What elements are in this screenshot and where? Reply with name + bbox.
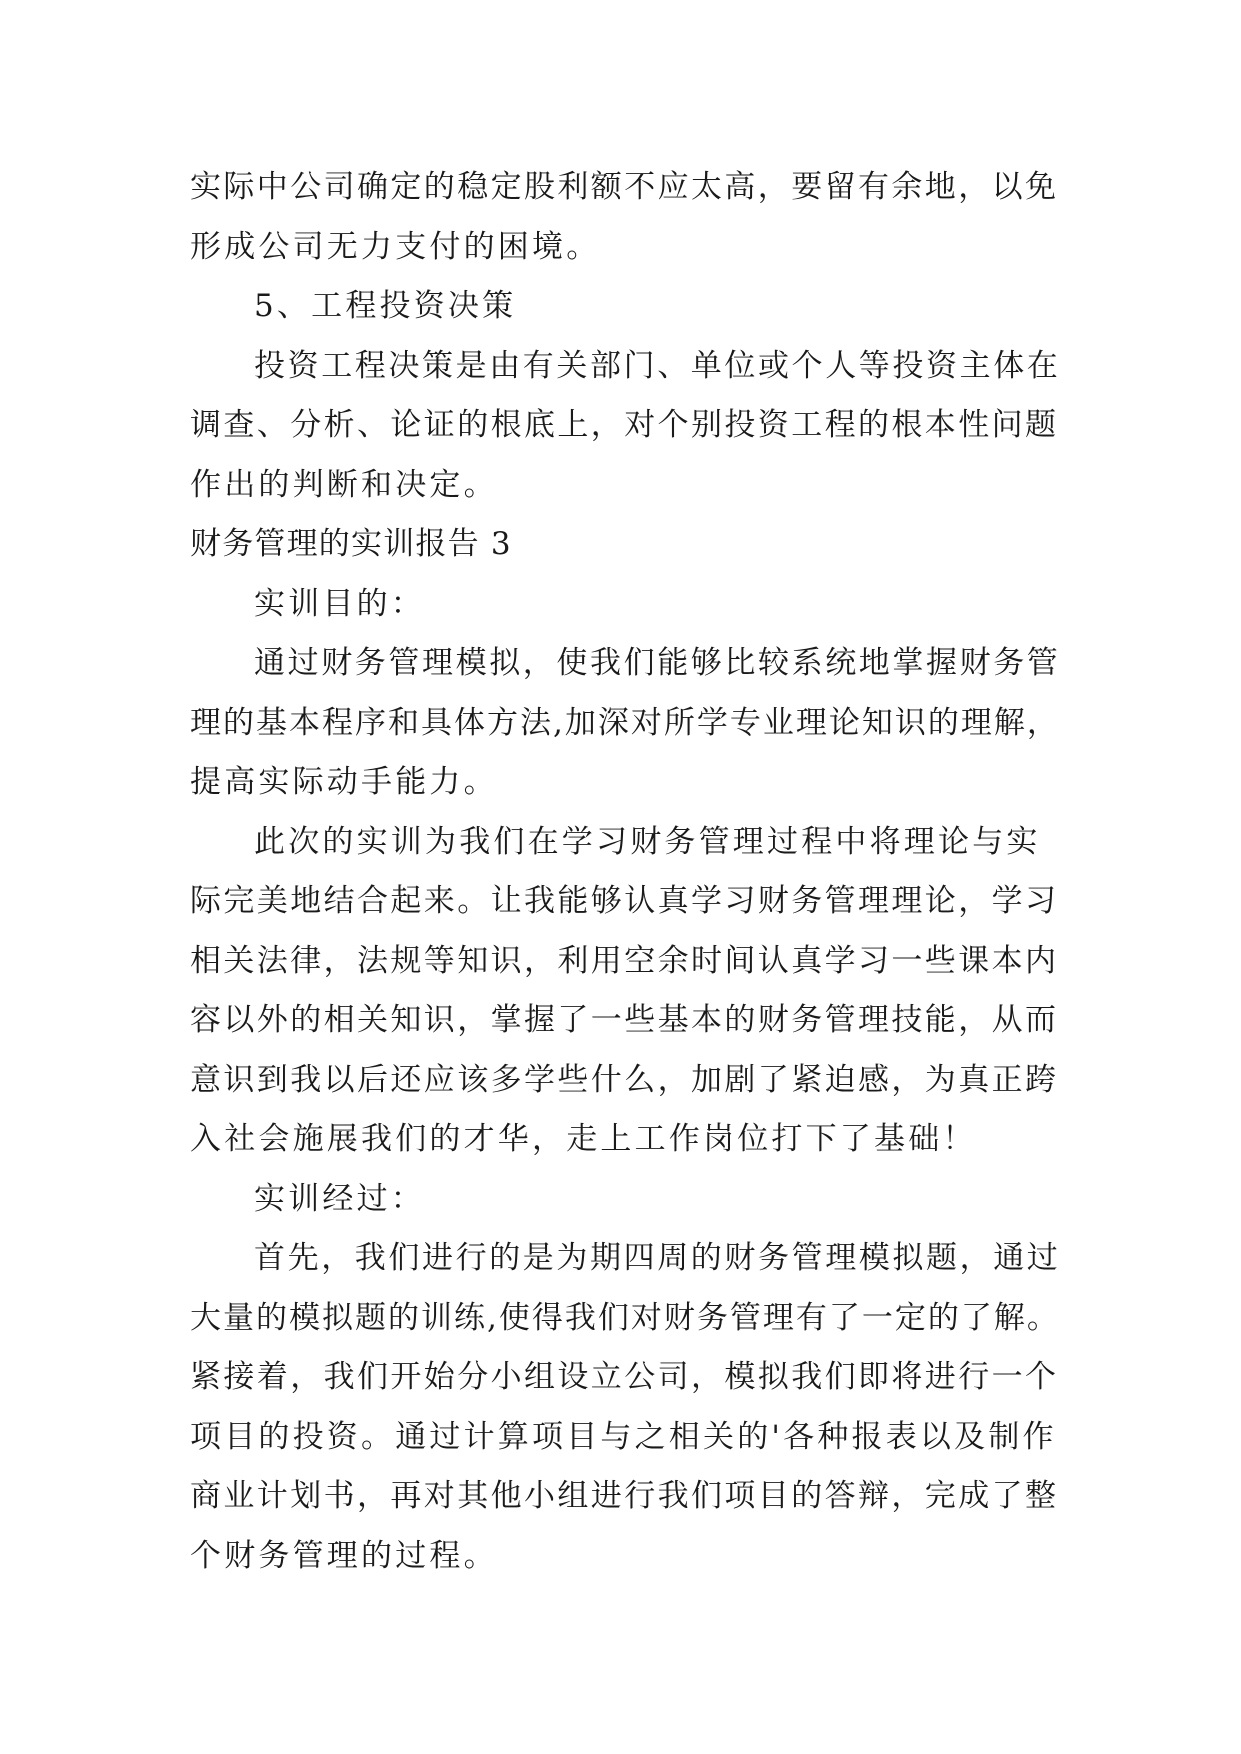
text-line: 理的基本程序和具体方法,加深对所学专业理论知识的理解，	[190, 704, 1060, 741]
text-line: 相关法律，法规等知识，利用空余时间认真学习一些课本内	[190, 942, 1059, 979]
text-line: 实际中公司确定的稳定股利额不应太高，要留有余地，以免	[190, 169, 1059, 205]
text-line: 商业计划书，再对其他小组进行我们项目的答辩，完成了整	[190, 1478, 1059, 1514]
subheading-project-investment: 5、工程投资决策	[254, 288, 517, 324]
document-body	[190, 158, 1060, 1586]
text-line: 调查、分析、论证的根底上，对个别投资工程的根本性问题	[190, 407, 1059, 443]
text-line: 紧接着，我们开始分小组设立公司，模拟我们即将进行一个	[190, 1359, 1059, 1395]
paragraph-purpose	[190, 634, 1060, 813]
text-line: 入社会施展我们的才华，走上工作岗位打下了基础！	[190, 1121, 977, 1157]
text-line: 通过财务管理模拟，使我们能够比较系统地掌握财务管	[254, 645, 1061, 681]
text-line: 容以外的相关知识，掌握了一些基本的财务管理技能，从而	[190, 1002, 1059, 1038]
process-heading: 实训经过：	[254, 1180, 425, 1217]
text-line: 个财务管理的过程。	[190, 1537, 498, 1574]
text-line: 形成公司无力支付的困境。	[190, 228, 601, 265]
paragraph-dividend	[190, 158, 1060, 277]
text-line: 大量的模拟题的训练,使得我们对财务管理有了一定的了解。	[190, 1299, 1060, 1336]
paragraph-investment-decision	[190, 337, 1060, 516]
text-line: 首先，我们进行的是为期四周的财务管理模拟题，通过	[254, 1240, 1061, 1276]
section-title: 财务管理的实训报告 3	[190, 526, 512, 562]
text-line: 意识到我以后还应该多学些什么，加剧了紧迫感，为真正跨	[190, 1061, 1059, 1098]
text-line: 作出的判断和决定。	[190, 466, 498, 503]
text-line: 项目的投资。通过计算项目与之相关的'各种报表以及制作	[190, 1418, 1057, 1455]
purpose-heading: 实训目的：	[254, 585, 425, 622]
text-line: 此次的实训为我们在学习财务管理过程中将理论与实	[254, 823, 1041, 860]
paragraph-reflection	[190, 813, 1060, 1170]
text-line: 际完美地结合起来。让我能够认真学习财务管理理论，学习	[190, 883, 1059, 919]
text-line: 投资工程决策是由有关部门、单位或个人等投资主体在	[254, 347, 1061, 384]
paragraph-process	[190, 1229, 1060, 1586]
text-line: 提高实际动手能力。	[190, 764, 498, 800]
